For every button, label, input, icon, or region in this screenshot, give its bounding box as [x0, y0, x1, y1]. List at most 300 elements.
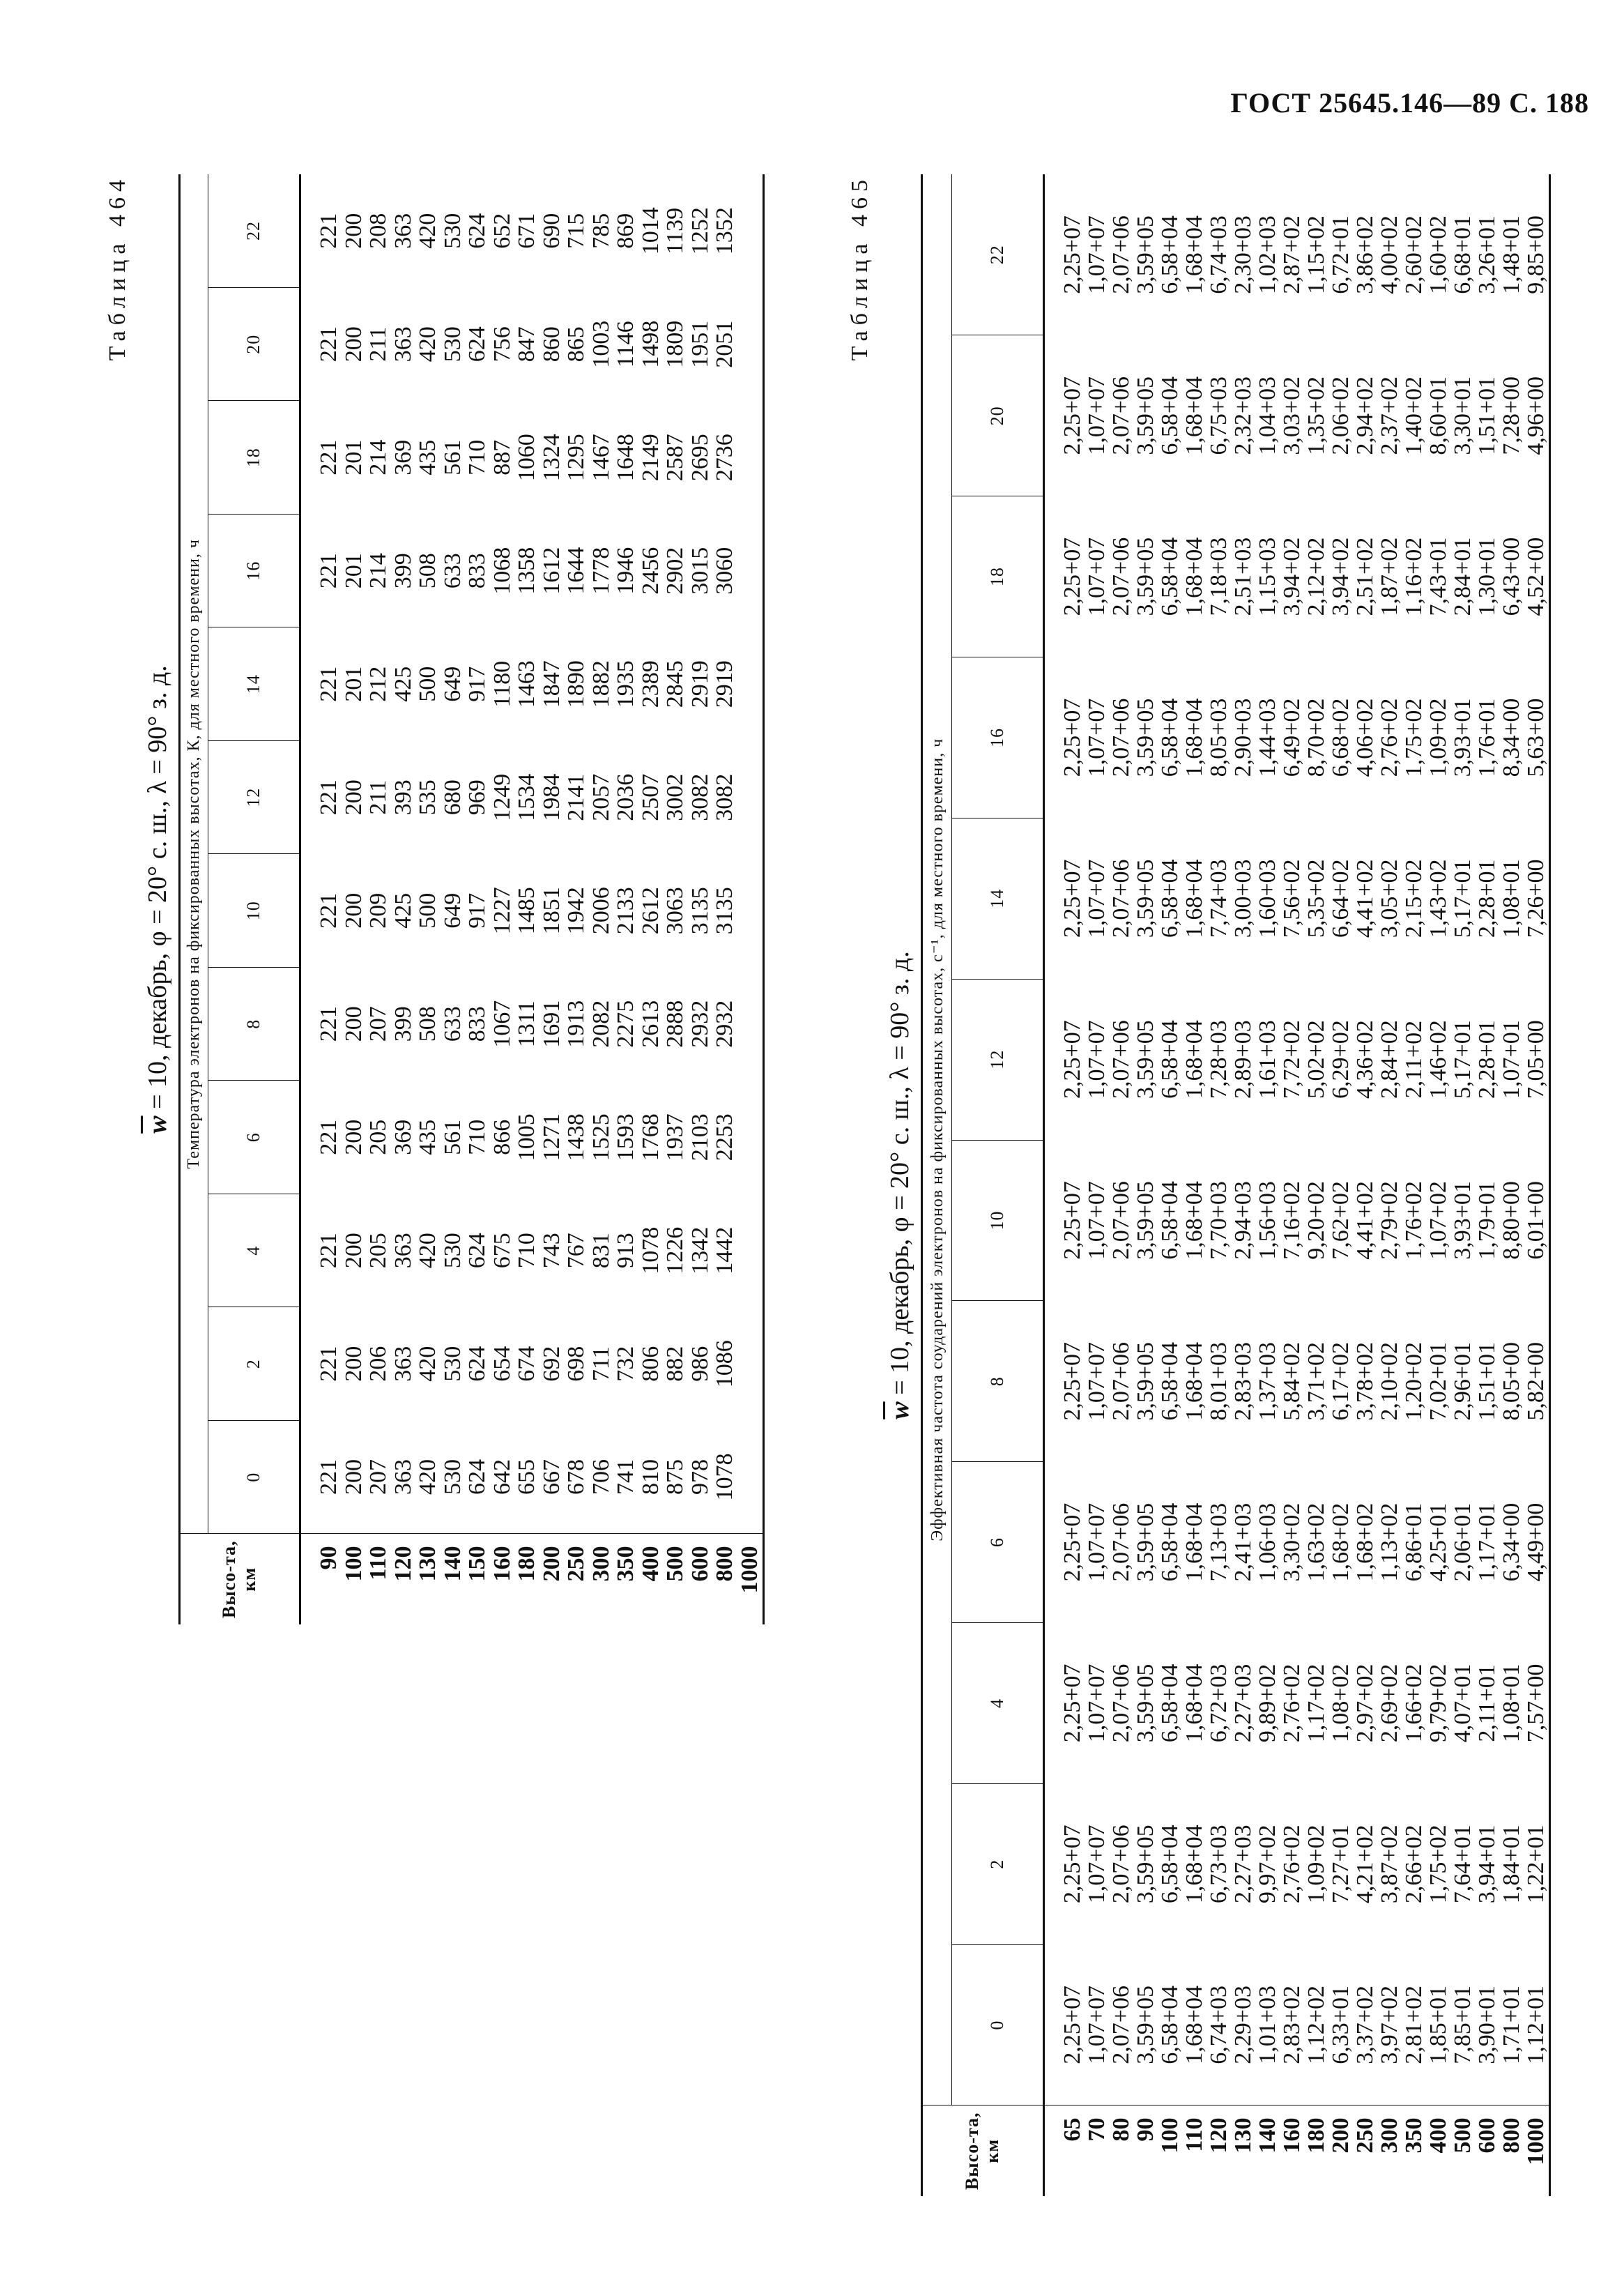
table-cell: 674 [514, 1346, 539, 1382]
table-cell: 2,25+07 [1059, 1181, 1085, 1260]
table-cell: 3135 [687, 887, 713, 935]
table-cell: 2,60+02 [1401, 215, 1427, 294]
title-text: = 10, декабрь, φ = 20° с. ш., λ = 90° з. д. [143, 665, 172, 1116]
table-cell: 1,44+03 [1255, 698, 1280, 777]
table-cell: 882 [662, 1346, 688, 1382]
table-cell: 711 [588, 1346, 614, 1382]
time-header: 14 [208, 627, 300, 741]
table-cell: 2587 [662, 434, 688, 482]
table-cell: 2,25+07 [1059, 1020, 1085, 1099]
table-cell: 8,05+03 [1206, 698, 1232, 777]
page-header: ГОСТ 25645.146—89 С. 188 [1230, 87, 1589, 119]
height-value: 400 [1425, 2117, 1451, 2154]
table-cell: 6,58+04 [1157, 537, 1183, 616]
time-column [300, 174, 764, 288]
table-cell: 833 [464, 1006, 490, 1042]
table-cell: 624 [464, 1233, 490, 1269]
table-cell: 363 [390, 1459, 416, 1495]
table-cell: 1,07+07 [1084, 1181, 1110, 1260]
table-cell: 2507 [637, 773, 664, 821]
table-cell: 2,51+02 [1352, 537, 1378, 616]
table-cell: 200 [340, 326, 367, 363]
table-cell: 2,07+06 [1108, 1020, 1134, 1099]
table-cell: 530 [439, 1346, 466, 1382]
table-cell: 3060 [712, 547, 737, 595]
table-cell: 2,90+03 [1230, 698, 1256, 777]
table-cell: 2612 [637, 887, 664, 935]
table-cell: 1,51+01 [1474, 376, 1500, 455]
height-value: 250 [1352, 2117, 1378, 2154]
table-cell: 1,07+01 [1499, 1020, 1524, 1099]
table-cell: 6,86+01 [1401, 1502, 1427, 1582]
table-cell: 633 [439, 553, 466, 589]
table-cell: 7,74+03 [1206, 859, 1232, 938]
table-cell: 1525 [588, 1113, 614, 1162]
table-cell: 5,17+01 [1450, 1020, 1476, 1099]
table-cell: 530 [439, 1459, 466, 1495]
table-cell: 2,37+02 [1377, 376, 1402, 455]
height-value: 70 [1084, 2117, 1110, 2142]
table-cell: 399 [390, 1006, 416, 1042]
table-cell: 785 [588, 213, 614, 249]
table-cell: 208 [365, 213, 391, 249]
table-cell: 3,93+01 [1450, 1181, 1476, 1260]
table-cell: 6,58+04 [1157, 1986, 1183, 2064]
table-cell: 205 [365, 1233, 391, 1269]
table-cell: 207 [365, 1459, 391, 1495]
table-cell: 500 [415, 666, 441, 702]
height-value: 150 [464, 1546, 490, 1582]
table-cell: 1295 [563, 434, 589, 482]
time-column [300, 1081, 764, 1194]
table-cell: 655 [514, 1459, 539, 1495]
table-cell: 3015 [687, 547, 713, 595]
table-cell: 1463 [514, 660, 539, 708]
table-cell: 3,59+05 [1133, 1825, 1158, 1904]
time-header: 2 [208, 1307, 300, 1421]
height-value: 140 [1255, 2117, 1280, 2154]
table-cell: 1,08+01 [1499, 1663, 1524, 1743]
table-cell: 2051 [712, 320, 737, 368]
table-cell: 2,29+03 [1230, 1986, 1256, 2064]
table-cell: 1,30+01 [1474, 537, 1500, 616]
table-cell: 1937 [662, 1113, 688, 1162]
group-header: Температура электронов на фиксированных высотах, К, для местного времени, ч [180, 174, 208, 1534]
table-cell: 7,13+03 [1206, 1502, 1232, 1582]
table-cell: 1,56+03 [1255, 1181, 1280, 1260]
table-cell: 1078 [712, 1453, 737, 1501]
table-cell: 2,27+03 [1230, 1825, 1256, 1904]
table-cell: 866 [489, 1119, 515, 1155]
table-cell: 212 [365, 666, 391, 702]
table-cell: 1,07+02 [1425, 1181, 1451, 1260]
table-cell: 1,07+07 [1084, 376, 1110, 455]
table-cell: 420 [415, 213, 441, 249]
table-cell: 1,08+01 [1499, 859, 1524, 938]
w-symbol: $\overline{w}$ [885, 1401, 914, 1419]
table-cell: 363 [390, 326, 416, 363]
table-cell: 2613 [637, 1000, 664, 1048]
table-cell: 6,58+04 [1157, 1181, 1183, 1260]
table-cell: 3,59+05 [1133, 859, 1158, 938]
table-cell: 624 [464, 326, 490, 363]
height-value: 500 [1450, 2117, 1476, 2154]
table-cell: 1,07+07 [1084, 215, 1110, 294]
table-cell: 1342 [687, 1226, 713, 1274]
table-cell: 1086 [712, 1340, 737, 1388]
table-cell: 7,64+01 [1450, 1825, 1476, 1904]
table-cell: 2057 [588, 773, 614, 821]
table-cell: 1,68+04 [1181, 376, 1207, 455]
table-cell: 1,68+04 [1181, 698, 1207, 777]
table-465-block [847, 174, 1549, 2196]
table-cell: 1778 [588, 547, 614, 595]
table-cell: 8,05+00 [1499, 1341, 1524, 1421]
table-cell: 8,70+02 [1303, 698, 1329, 777]
table-cell: 2,25+07 [1059, 1502, 1085, 1582]
height-value: 350 [1401, 2117, 1427, 2154]
table-cell: 875 [662, 1459, 688, 1495]
table-cell: 6,68+01 [1450, 215, 1476, 294]
table-cell: 3,97+02 [1377, 1986, 1402, 2064]
table-cell: 2006 [588, 887, 614, 935]
table-cell: 1,87+02 [1377, 537, 1402, 616]
table-cell: 1,68+04 [1181, 1986, 1207, 2064]
table-cell: 865 [563, 326, 589, 363]
table-cell: 6,68+02 [1328, 698, 1354, 777]
table-cell: 201 [340, 553, 367, 589]
table-cell: 6,49+02 [1279, 698, 1305, 777]
time-header: 16 [208, 515, 300, 628]
time-column [300, 968, 764, 1081]
table-cell: 1984 [538, 773, 565, 821]
table-cell: 767 [563, 1233, 589, 1269]
table-cell: 1139 [662, 207, 688, 254]
table-cell: 200 [340, 1119, 367, 1155]
table-cell: 3,93+01 [1450, 698, 1476, 777]
table-cell: 5,35+02 [1303, 859, 1329, 938]
table-cell: 3,59+05 [1133, 1181, 1158, 1260]
table-cell: 200 [340, 1233, 367, 1269]
table-cell: 1068 [489, 547, 515, 595]
table-465 [921, 174, 1551, 2196]
height-value: 140 [439, 1546, 466, 1582]
table-cell: 690 [538, 213, 565, 249]
table-cell: 214 [365, 439, 391, 475]
table-cell: 7,28+03 [1206, 1020, 1232, 1099]
table-cell: 833 [464, 553, 490, 589]
table-cell: 3135 [712, 887, 737, 935]
height-value: 130 [415, 1546, 441, 1582]
table-cell: 4,96+00 [1523, 376, 1549, 455]
table-cell: 2141 [563, 773, 589, 821]
table-cell: 1809 [662, 320, 688, 368]
table-cell: 1,66+02 [1401, 1663, 1427, 1743]
table-cell: 1890 [563, 660, 589, 708]
time-header: 10 [208, 854, 300, 968]
table-cell: 624 [464, 1459, 490, 1495]
table-cell: 1358 [514, 547, 539, 595]
table-cell: 530 [439, 213, 466, 249]
height-value: 200 [538, 1546, 565, 1582]
table-cell: 2,06+02 [1328, 376, 1354, 455]
time-column [300, 515, 764, 628]
table-cell: 2,07+06 [1108, 376, 1134, 455]
table-cell: 221 [316, 1346, 342, 1382]
table-cell: 1,61+03 [1255, 1020, 1280, 1099]
time-column [300, 854, 764, 968]
table-cell: 1,48+01 [1499, 215, 1524, 294]
table-cell: 1003 [588, 320, 614, 368]
table-cell: 3,78+02 [1352, 1341, 1378, 1421]
time-header: 6 [208, 1081, 300, 1194]
table-cell: 6,58+04 [1157, 215, 1183, 294]
table-cell: 393 [390, 779, 416, 816]
table-cell: 1226 [662, 1226, 688, 1274]
time-header: 8 [952, 1301, 1044, 1462]
time-column [1044, 657, 1550, 818]
table-cell: 2,25+07 [1059, 698, 1085, 777]
time-header: 2 [952, 1783, 1044, 1944]
table-cell: 6,58+04 [1157, 1020, 1183, 1099]
table-cell: 1,51+01 [1474, 1341, 1500, 1421]
table-cell: 2082 [588, 1000, 614, 1048]
table-cell: 6,75+03 [1206, 376, 1232, 455]
height-value: 160 [1279, 2117, 1305, 2154]
table-cell: 201 [340, 666, 367, 702]
table-cell: 5,17+01 [1450, 859, 1476, 938]
table-cell: 913 [613, 1233, 638, 1269]
time-header: 20 [952, 335, 1044, 496]
table-cell: 1467 [588, 434, 614, 482]
table-cell: 1271 [538, 1113, 565, 1162]
table-cell: 698 [563, 1346, 589, 1382]
table-cell: 1,06+03 [1255, 1502, 1280, 1582]
table-cell: 1,68+04 [1181, 1825, 1207, 1904]
height-value: 100 [1157, 2117, 1183, 2154]
table-cell: 6,17+02 [1328, 1341, 1354, 1421]
table-cell: 1,09+02 [1425, 698, 1451, 777]
table-cell: 2,97+02 [1352, 1663, 1378, 1743]
table-cell: 4,21+02 [1352, 1825, 1378, 1904]
table-cell: 1,71+01 [1499, 1986, 1524, 2064]
table-cell: 1005 [514, 1113, 539, 1162]
table-cell: 7,43+01 [1425, 537, 1451, 616]
table-cell: 3082 [712, 773, 737, 821]
table-cell: 369 [390, 1119, 416, 1155]
height-value: 1000 [736, 1546, 763, 1594]
height-value: 180 [514, 1546, 539, 1582]
table-cell: 1180 [489, 660, 515, 708]
height-value: 65 [1059, 2117, 1085, 2142]
table-cell: 2695 [687, 434, 713, 482]
table-cell: 221 [316, 1006, 342, 1042]
time-column [300, 1421, 764, 1534]
height-value: 600 [1474, 2117, 1500, 2154]
table-cell: 847 [514, 326, 539, 363]
table-cell: 3,00+03 [1230, 859, 1256, 938]
table-cell: 2,25+07 [1059, 215, 1085, 294]
table-cell: 4,07+01 [1450, 1663, 1476, 1743]
table-cell: 1,60+03 [1255, 859, 1280, 938]
table-cell: 6,58+04 [1157, 1341, 1183, 1421]
time-header: 0 [952, 1944, 1044, 2105]
table-cell: 1593 [613, 1113, 638, 1162]
table-cell: 1,12+02 [1303, 1986, 1329, 2064]
time-header: 22 [952, 174, 1044, 335]
table-cell: 3,71+02 [1303, 1341, 1329, 1421]
table-cell: 7,05+00 [1523, 1020, 1549, 1099]
table-cell: 1,46+02 [1425, 1020, 1451, 1099]
table-cell: 206 [365, 1346, 391, 1382]
w-symbol: $\overline{w}$ [143, 1115, 172, 1134]
time-column [1044, 818, 1550, 979]
height-value: 200 [1328, 2117, 1354, 2154]
table-cell: 1,37+03 [1255, 1341, 1280, 1421]
table-cell: 715 [563, 213, 589, 249]
table-cell: 2,07+06 [1108, 1986, 1134, 2064]
table-cell: 2,84+01 [1450, 537, 1476, 616]
height-value: 160 [489, 1546, 515, 1582]
table-cell: 2932 [687, 1000, 713, 1048]
table-cell: 7,26+00 [1523, 859, 1549, 938]
table-cell: 1,84+01 [1499, 1825, 1524, 1904]
table-cell: 642 [489, 1459, 515, 1495]
table-cell: 200 [340, 892, 367, 929]
table-cell: 221 [316, 666, 342, 702]
table-cell: 633 [439, 1006, 466, 1042]
table-cell: 741 [613, 1459, 638, 1495]
table-cell: 2,51+03 [1230, 537, 1256, 616]
table-cell: 1,76+02 [1401, 1181, 1427, 1260]
table-cell: 508 [415, 1006, 441, 1042]
time-column [1044, 979, 1550, 1140]
table-label: Таблица 464 [105, 174, 130, 361]
table-cell: 1,68+04 [1181, 1502, 1207, 1582]
table-cell: 221 [316, 213, 342, 249]
table-cell: 9,20+02 [1303, 1181, 1329, 1260]
table-cell: 425 [390, 892, 416, 929]
table-cell: 1014 [637, 207, 664, 255]
table-cell: 2,07+06 [1108, 537, 1134, 616]
table-cell: 4,41+02 [1352, 859, 1378, 938]
table-cell: 2,66+02 [1401, 1825, 1427, 1904]
table-cell: 1,68+04 [1181, 1341, 1207, 1421]
table-cell: 7,62+02 [1328, 1181, 1354, 1260]
table-464 [178, 174, 765, 1624]
group-header: Эффективная частота соударений электронов на фиксированных высотах, с⁻¹, для местного времени, ч [922, 174, 952, 2105]
table-cell: 1,76+01 [1474, 698, 1500, 777]
table-cell: 2,41+03 [1230, 1502, 1256, 1582]
height-column-header: Высо-та, км [922, 2105, 1044, 2196]
table-cell: 1913 [563, 1000, 589, 1048]
table-cell: 207 [365, 1006, 391, 1042]
table-title [884, 174, 919, 2196]
table-cell: 7,27+01 [1328, 1825, 1354, 1904]
table-cell: 1227 [489, 887, 515, 935]
table-cell: 2,07+06 [1108, 1663, 1134, 1743]
table-cell: 649 [439, 666, 466, 702]
table-cell: 2,10+02 [1377, 1341, 1402, 1421]
time-header: 6 [952, 1462, 1044, 1623]
table-cell: 200 [340, 1346, 367, 1382]
table-title [142, 174, 177, 1624]
time-column [1044, 1623, 1550, 1784]
height-value: 90 [316, 1546, 342, 1570]
table-cell: 201 [340, 439, 367, 475]
table-cell: 652 [489, 213, 515, 249]
table-cell: 399 [390, 553, 416, 589]
table-cell: 4,52+00 [1523, 537, 1549, 616]
time-header: 10 [952, 1140, 1044, 1301]
table-cell: 2389 [637, 660, 664, 708]
table-cell: 1252 [687, 207, 713, 255]
table-cell: 214 [365, 553, 391, 589]
time-header: 18 [952, 496, 1044, 657]
table-cell: 1,07+07 [1084, 1341, 1110, 1421]
table-cell: 7,56+02 [1279, 859, 1305, 938]
table-cell: 6,72+03 [1206, 1663, 1232, 1743]
table-cell: 3002 [662, 773, 688, 821]
table-cell: 710 [514, 1233, 539, 1269]
table-cell: 3,05+02 [1377, 859, 1402, 938]
table-cell: 1942 [563, 887, 589, 935]
table-cell: 561 [439, 439, 466, 475]
table-cell: 4,41+02 [1352, 1181, 1378, 1260]
table-cell: 1882 [588, 660, 614, 708]
table-cell: 2,81+02 [1401, 1986, 1427, 2064]
table-cell: 1,16+02 [1401, 537, 1427, 616]
table-cell: 2,83+03 [1230, 1341, 1256, 1421]
table-cell: 710 [464, 1119, 490, 1155]
table-cell: 2036 [613, 773, 638, 821]
table-cell: 3,37+02 [1352, 1986, 1378, 2064]
table-cell: 369 [390, 439, 416, 475]
table-cell: 869 [613, 213, 638, 249]
table-cell: 3,86+02 [1352, 215, 1378, 294]
height-value: 180 [1303, 2117, 1329, 2154]
table-cell: 671 [514, 213, 539, 249]
table-cell: 2,28+01 [1474, 1020, 1500, 1099]
table-cell: 4,49+00 [1523, 1502, 1549, 1582]
table-cell: 1,68+04 [1181, 1663, 1207, 1743]
table-cell: 2932 [712, 1000, 737, 1048]
table-cell: 2,11+01 [1474, 1664, 1500, 1742]
table-cell: 435 [415, 1119, 441, 1155]
table-cell: 624 [464, 1346, 490, 1382]
table-cell: 1311 [514, 1000, 539, 1048]
height-value: 350 [613, 1546, 638, 1582]
table-cell: 6,58+04 [1157, 376, 1183, 455]
table-cell: 1,09+02 [1303, 1825, 1329, 1904]
table-cell: 2,15+02 [1401, 859, 1427, 938]
table-cell: 1612 [538, 547, 565, 595]
table-cell: 1,07+07 [1084, 1663, 1110, 1743]
table-cell: 2,32+03 [1230, 376, 1256, 455]
table-cell: 435 [415, 439, 441, 475]
table-cell: 5,02+02 [1303, 1020, 1329, 1099]
table-cell: 221 [316, 553, 342, 589]
table-cell: 500 [415, 892, 441, 929]
table-cell: 3082 [687, 773, 713, 821]
table-cell: 1324 [538, 434, 565, 482]
table-cell: 1691 [538, 1000, 565, 1048]
table-cell: 1442 [712, 1226, 737, 1274]
table-cell: 2,83+02 [1279, 1986, 1305, 2064]
table-cell: 561 [439, 1119, 466, 1155]
table-cell: 3063 [662, 887, 688, 935]
table-cell: 1,68+04 [1181, 1181, 1207, 1260]
